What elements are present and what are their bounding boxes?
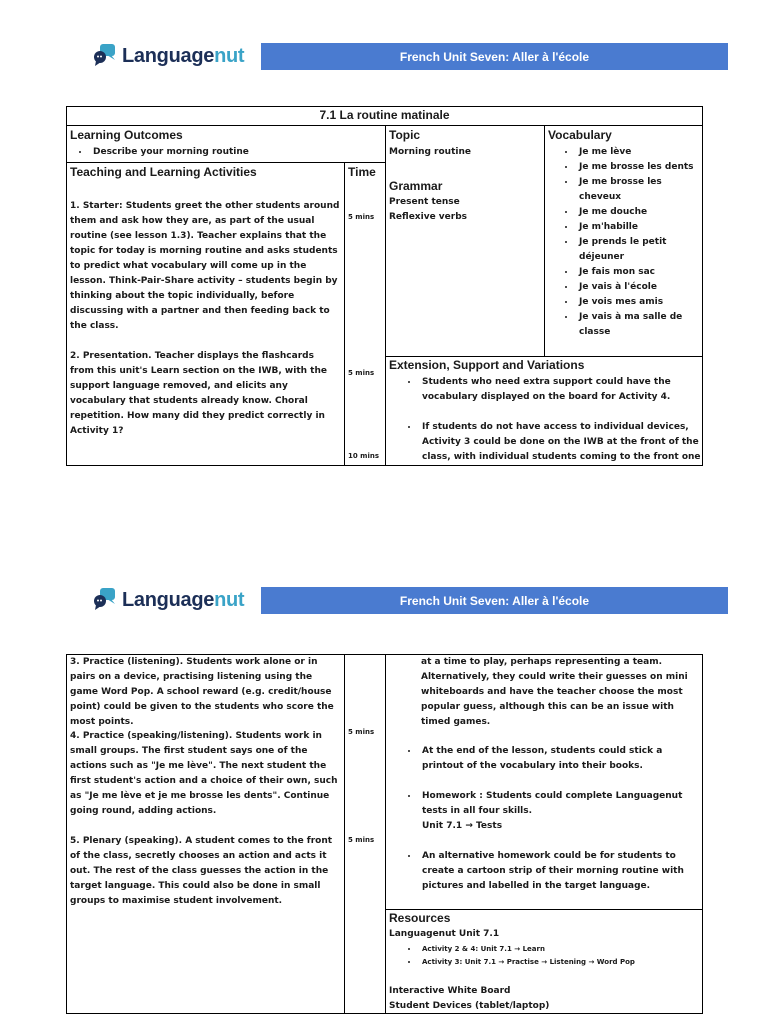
time-heading: Time: [348, 165, 376, 179]
list-item: • If students do not have access to individual devices, Activity 3 could be done on the IWB at the front of the class, with individual students coming to the front one: [419, 420, 701, 465]
list-item: • Je me brosse les cheveux: [576, 175, 700, 205]
unit-banner: French Unit Seven: Aller à l'école: [261, 587, 728, 614]
list-item: • Homework : Students could complete Languagenut tests in all four skills. Unit 7.1 → Tests: [419, 789, 701, 834]
topic-heading: Topic: [389, 128, 421, 142]
activities-heading: Teaching and Learning Activities: [70, 165, 257, 179]
list-item: • Je me lève: [576, 145, 700, 160]
activity-4: 4. Practice (speaking/listening). Students work in small groups. The first student says one of the actions such as "Je me lève". The next student the first student's action and a choice of their own, such as "Je me lève et je me brosse les dents". Continue going round, adding actions.: [70, 731, 338, 816]
vocabulary-list: [552, 145, 700, 340]
logo: [92, 36, 244, 76]
list-item: • Je m'habille: [576, 220, 700, 235]
logo: [92, 580, 244, 620]
activity-1-time: 5 mins: [348, 213, 375, 221]
list-item: • Je fais mon sac: [576, 265, 700, 280]
grammar-heading: Grammar: [389, 179, 443, 193]
activity-5-time: 5 mins: [348, 836, 375, 844]
resources-unit: Languagenut Unit 7.1: [389, 929, 500, 939]
brand-name: Languagenut: [122, 588, 245, 611]
activity-4-time: 5 mins: [348, 728, 375, 736]
trailing-time: 10 mins: [348, 452, 380, 460]
grammar-list: Present tense Reflexive verbs: [389, 197, 468, 222]
list-item: • Je me douche: [576, 205, 700, 220]
list-item: • Je vois mes amis: [576, 295, 700, 310]
list-item: • Je me brosse les dents: [576, 160, 700, 175]
activity-2: 2. Presentation. Teacher displays the flashcards from this unit's Learn section on the IWB, with the support language removed, and elicits any vocabulary that students already know. Choral repetition. How many did they predict correctly in Activity 1?: [70, 351, 327, 436]
list-item: • Activity 3: Unit 7.1 → Practise → Listening → Word Pop: [419, 956, 701, 969]
extension-list: [395, 375, 701, 465]
brand-name: Languagenut: [122, 44, 245, 67]
list-item: • Je vais à l'école: [576, 280, 700, 295]
list-item: • Je vais à ma salle de classe: [576, 310, 700, 340]
homework-path: Unit 7.1 → Tests: [422, 821, 503, 831]
list-item: • Describe your morning routine: [90, 145, 374, 160]
learning-outcomes-heading: Learning Outcomes: [70, 128, 183, 142]
activity-1: 1. Starter: Students greet the other students around them and ask how they are, as part of the usual routine (see lesson 1.3). Teacher explains that the topic for today is morning routine and asks students to predict what vocabulary will come up in the lesson. Think-Pair-Share activity – students begin by thinking about the topic individually, before discussing with a partner and then feeding back to the class.: [70, 201, 340, 331]
activity-2-time: 5 mins: [348, 369, 375, 377]
list-item: • Je prends le petit déjeuner: [576, 235, 700, 265]
activity-5: 5. Plenary (speaking). A student comes to the front of the class, secretly chooses an action and acts it out. The rest of the class guesses the action in the target language. This could also be done in small groups to maximise student involvement.: [70, 836, 333, 906]
activity-3: 3. Practice (listening). Students work alone or in pairs on a device, practising listening using the game Word Pop. A school reward (e.g. credit/house point) could be given to the students who score the most points.: [70, 657, 334, 727]
extension-continued: at a time to play, perhaps representing a team. Alternatively, they could write their guesses on mini whiteboards and have the teacher choose the most popular guess, although this can be an issue with timed games.: [421, 657, 688, 727]
topic-value: Morning routine: [389, 147, 471, 157]
extension-list-continued: [395, 744, 701, 909]
learning-outcomes-list: [74, 145, 374, 160]
speech-bubbles-icon: [92, 42, 120, 70]
list-item: • An alternative homework could be for students to create a cartoon strip of their morning routine with pictures and labelled in the target language.: [419, 849, 701, 894]
list-item: • Students who need extra support could have the vocabulary displayed on the board for Activity 4.: [419, 375, 701, 405]
speech-bubbles-icon: [92, 586, 120, 614]
lesson-title: 7.1 La routine matinale: [319, 108, 450, 122]
resources-heading: Resources: [389, 911, 451, 925]
resources-extra: Interactive White Board Student Devices (tablet/laptop): [389, 986, 550, 1011]
resources-list: [395, 943, 701, 969]
list-item: • At the end of the lesson, students could stick a printout of the vocabulary into their books.: [419, 744, 701, 774]
extension-heading: Extension, Support and Variations: [389, 358, 585, 372]
vocabulary-heading: Vocabulary: [548, 128, 612, 142]
unit-banner: French Unit Seven: Aller à l'école: [261, 43, 728, 70]
list-item: • Activity 2 & 4: Unit 7.1 → Learn: [419, 943, 701, 956]
